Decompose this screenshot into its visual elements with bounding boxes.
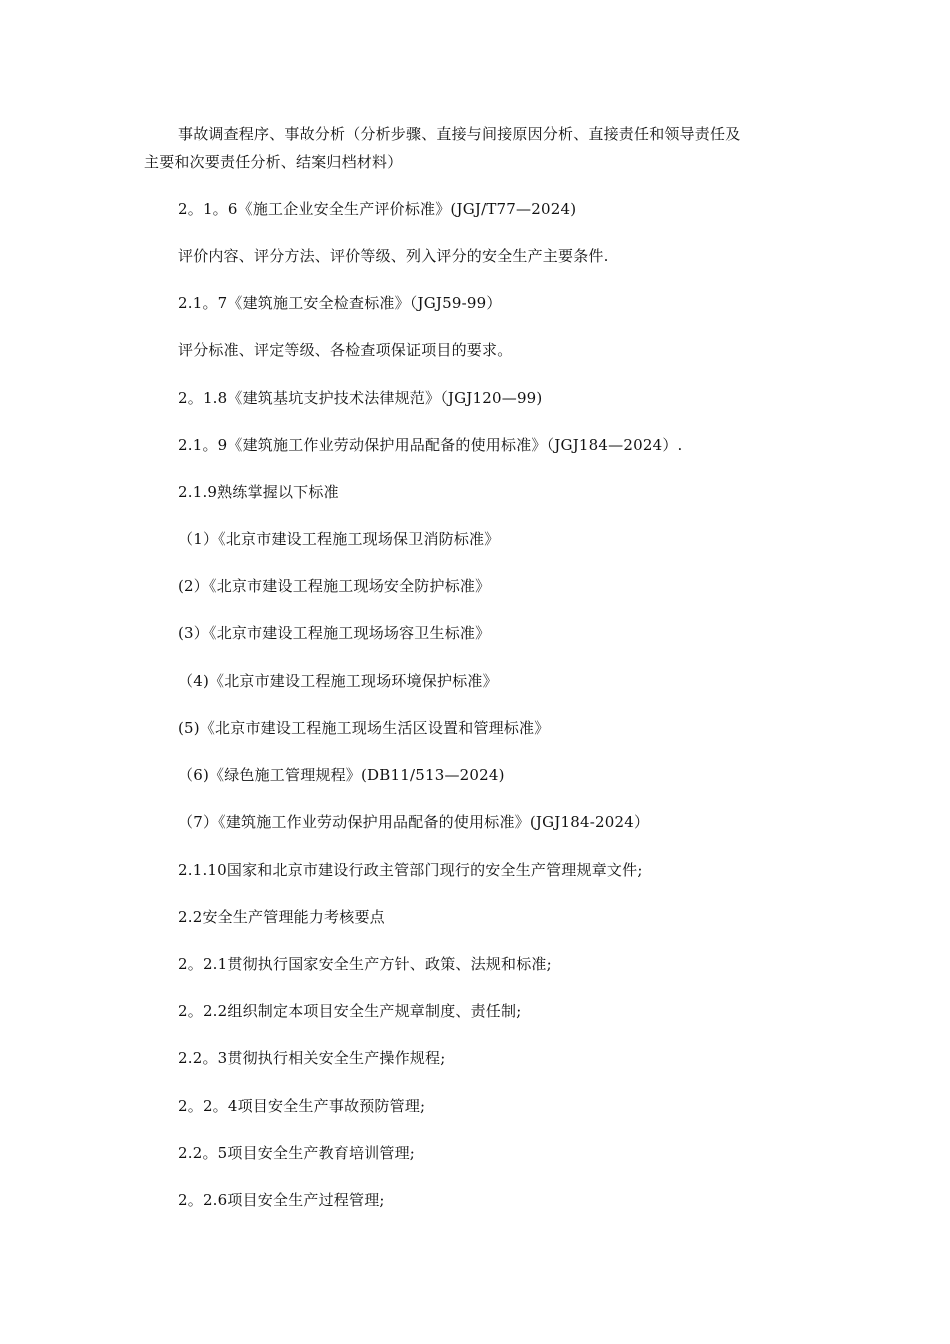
- standard-item-2-1-8: 2。1.8《建筑基坑支护技术法律规范》（JGJ120—99): [178, 389, 543, 407]
- section-heading-2-1-9: 2.1.9熟练掌握以下标准: [178, 483, 339, 501]
- list-item-2: (2）《北京市建设工程施工现场安全防护标准》: [178, 577, 491, 595]
- point-2-2-5: 2.2。5项目安全生产教育培训管理;: [178, 1144, 416, 1162]
- point-2-2-4: 2。2。4项目安全生产事故预防管理;: [178, 1097, 426, 1115]
- list-item-6: （6)《绿色施工管理规程》(DB11/513—2024): [178, 766, 505, 784]
- point-2-2-2: 2。2.2组织制定本项目安全生产规章制度、责任制;: [178, 1002, 522, 1020]
- point-2-2-6: 2。2.6项目安全生产过程管理;: [178, 1191, 385, 1209]
- standard-item-2-1-10: 2.1.10国家和北京市建设行政主管部门现行的安全生产管理规章文件;: [178, 861, 643, 879]
- list-item-4: （4)《北京市建设工程施工现场环境保护标准》: [178, 672, 498, 690]
- standard-item-2-1-9: 2.1。9《建筑施工作业劳动保护用品配备的使用标准》（JGJ184—2024）.: [178, 436, 683, 454]
- intro-paragraph-line-2: 主要和次要责任分析、结案归档材料）: [144, 153, 403, 171]
- list-item-3: (3）《北京市建设工程施工现场场容卫生标准》: [178, 624, 491, 642]
- section-heading-2-2: 2.2安全生产管理能力考核要点: [178, 908, 385, 926]
- list-item-5: (5)《北京市建设工程施工现场生活区设置和管理标准》: [178, 719, 550, 737]
- paragraph-evaluation-content: 评价内容、评分方法、评价等级、列入评分的安全生产主要条件.: [178, 247, 609, 265]
- intro-paragraph-line-1: 事故调查程序、事故分析（分析步骤、直接与间接原因分析、直接责任和领导责任及: [178, 125, 741, 143]
- paragraph-scoring-standard: 评分标准、评定等级、各检查项保证项目的要求。: [178, 341, 513, 359]
- list-item-7: （7）《建筑施工作业劳动保护用品配备的使用标准》(JGJ184-2024）: [178, 813, 650, 831]
- point-2-2-1: 2。2.1贯彻执行国家安全生产方针、政策、法规和标准;: [178, 955, 552, 973]
- list-item-1: （1）《北京市建设工程施工现场保卫消防标准》: [178, 530, 500, 548]
- standard-item-2-1-7: 2.1。7《建筑施工安全检查标准》（JGJ59-99）: [178, 294, 502, 312]
- point-2-2-3: 2.2。3贯彻执行相关安全生产操作规程;: [178, 1049, 446, 1067]
- standard-item-2-1-6: 2。1。6《施工企业安全生产评价标准》(JGJ/T77—2024): [178, 200, 577, 218]
